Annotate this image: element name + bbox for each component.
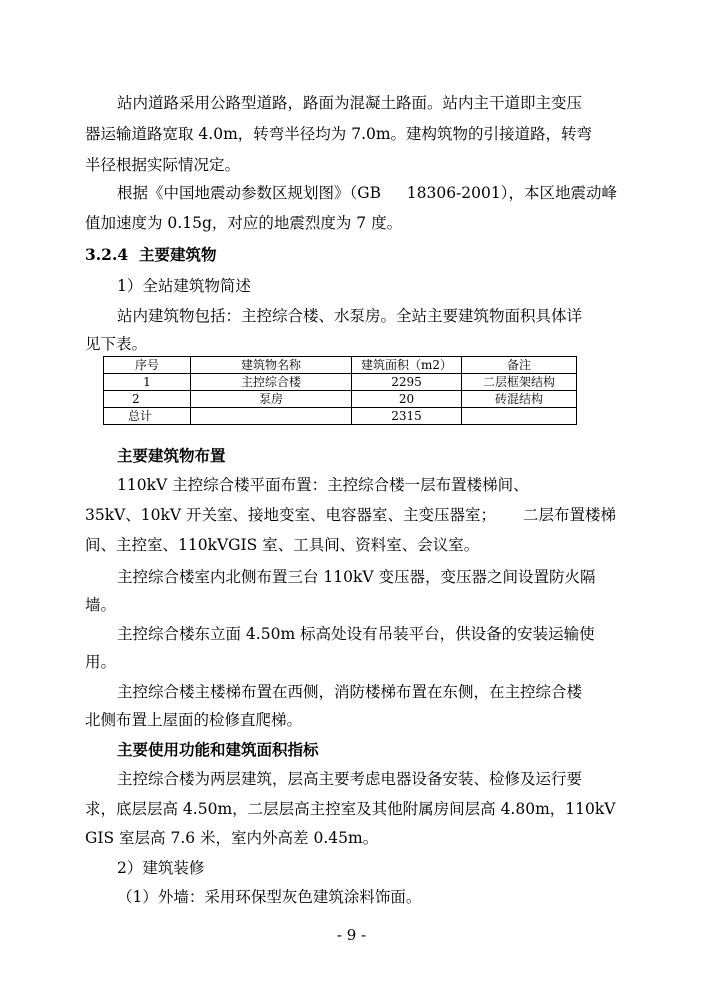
table-row (104, 374, 577, 391)
table-cell: 砖混结构 (462, 391, 577, 408)
table-cell: 2295 (352, 374, 462, 391)
buildings-table (103, 356, 577, 425)
paragraph-line: 110kV 主控综合楼平面布置：主控综合楼一层布置楼梯间、 (117, 476, 529, 494)
paragraph-line: 主控综合楼主楼梯布置在西侧，消防楼梯布置在东侧，在主控综合楼 (117, 683, 583, 701)
table-row (104, 391, 577, 408)
table-cell: 2 (104, 391, 191, 408)
table-row (104, 408, 577, 425)
list-item: 2）建筑装修 (117, 859, 205, 877)
paragraph-line: 用。 (85, 653, 117, 671)
paragraph-line: 北侧布置上屋面的检修直爬梯。 (85, 711, 303, 729)
table-cell (462, 408, 577, 425)
paragraph-line: 主控综合楼室内北侧布置三台 110kV 变压器，变压器之间设置防火隔 (117, 568, 596, 586)
table-cell: 泵房 (191, 391, 352, 408)
table-cell: 主控综合楼 (191, 374, 352, 391)
table-cell: 20 (352, 391, 462, 408)
paragraph-line: 站内道路采用公路型道路，路面为混凝土路面。站内主干道即主变压 (117, 94, 583, 112)
table-header-cell: 建筑物名称 (191, 357, 352, 374)
table-cell: 总计 (104, 408, 191, 425)
paragraph-line: GIS 室层高 7.6 米，室内外高差 0.45m。 (85, 829, 379, 847)
subheading: 主要使用功能和建筑面积指标 (117, 740, 319, 759)
list-item: 1）全站建筑物简述 (117, 277, 251, 295)
paragraph-line (117, 183, 617, 203)
paragraph-line: 求，底层层高 4.50m，二层层高主控室及其他附属房间层高 4.80m，110kV (85, 800, 616, 818)
text-span: 根据《中国地震动参数区规划图》（GB (117, 184, 382, 202)
paragraph-line (85, 505, 617, 525)
table-cell (191, 408, 352, 425)
section-number: 3.2.4 (85, 245, 129, 264)
section-title: 主要建筑物 (138, 245, 217, 264)
paragraph-line: 值加速度为 0.15g，对应的地震烈度为 7 度。 (85, 214, 403, 232)
text-span: 二层布置楼梯 (523, 506, 617, 524)
paragraph-line: 器运输道路宽取 4.0m，转弯半径均为 7.0m。建构筑物的引接道路，转弯 (85, 125, 593, 143)
paragraph-line: 墙。 (85, 596, 117, 614)
table-cell: 二层框架结构 (462, 374, 577, 391)
page-number: - 9 - (336, 926, 367, 944)
text-span: 35kV、10kV 开关室、接地变室、电容器室、主变压器室； (85, 506, 497, 524)
section-heading (85, 245, 216, 265)
table-cell: 2315 (352, 408, 462, 425)
table-header-cell: 建筑面积（m2） (352, 357, 462, 374)
paragraph-line: 站内建筑物包括：主控综合楼、水泵房。全站主要建筑物面积具体详 (117, 307, 583, 325)
text-span: 18306-2001），本区地震动峰 (406, 184, 617, 202)
paragraph-line: 主控综合楼东立面 4.50m 标高处设有吊装平台，供设备的安装运输使 (117, 625, 595, 643)
table-header-cell: 序号 (104, 357, 191, 374)
list-item: （1）外墙：采用环保型灰色建筑涂料饰面。 (117, 888, 422, 906)
subheading: 主要建筑物布置 (117, 446, 226, 465)
paragraph-line: 主控综合楼为两层建筑，层高主要考虑电器设备安装、检修及运行要 (117, 770, 583, 788)
table-header-row (104, 357, 577, 374)
paragraph-line: 半径根据实际情况定。 (85, 156, 241, 174)
table-cell: 1 (104, 374, 191, 391)
paragraph-line: 间、主控室、110kVGIS 室、工具间、资料室、会议室。 (85, 536, 480, 554)
table-header-cell: 备注 (462, 357, 577, 374)
paragraph-line: 见下表。 (85, 335, 148, 353)
